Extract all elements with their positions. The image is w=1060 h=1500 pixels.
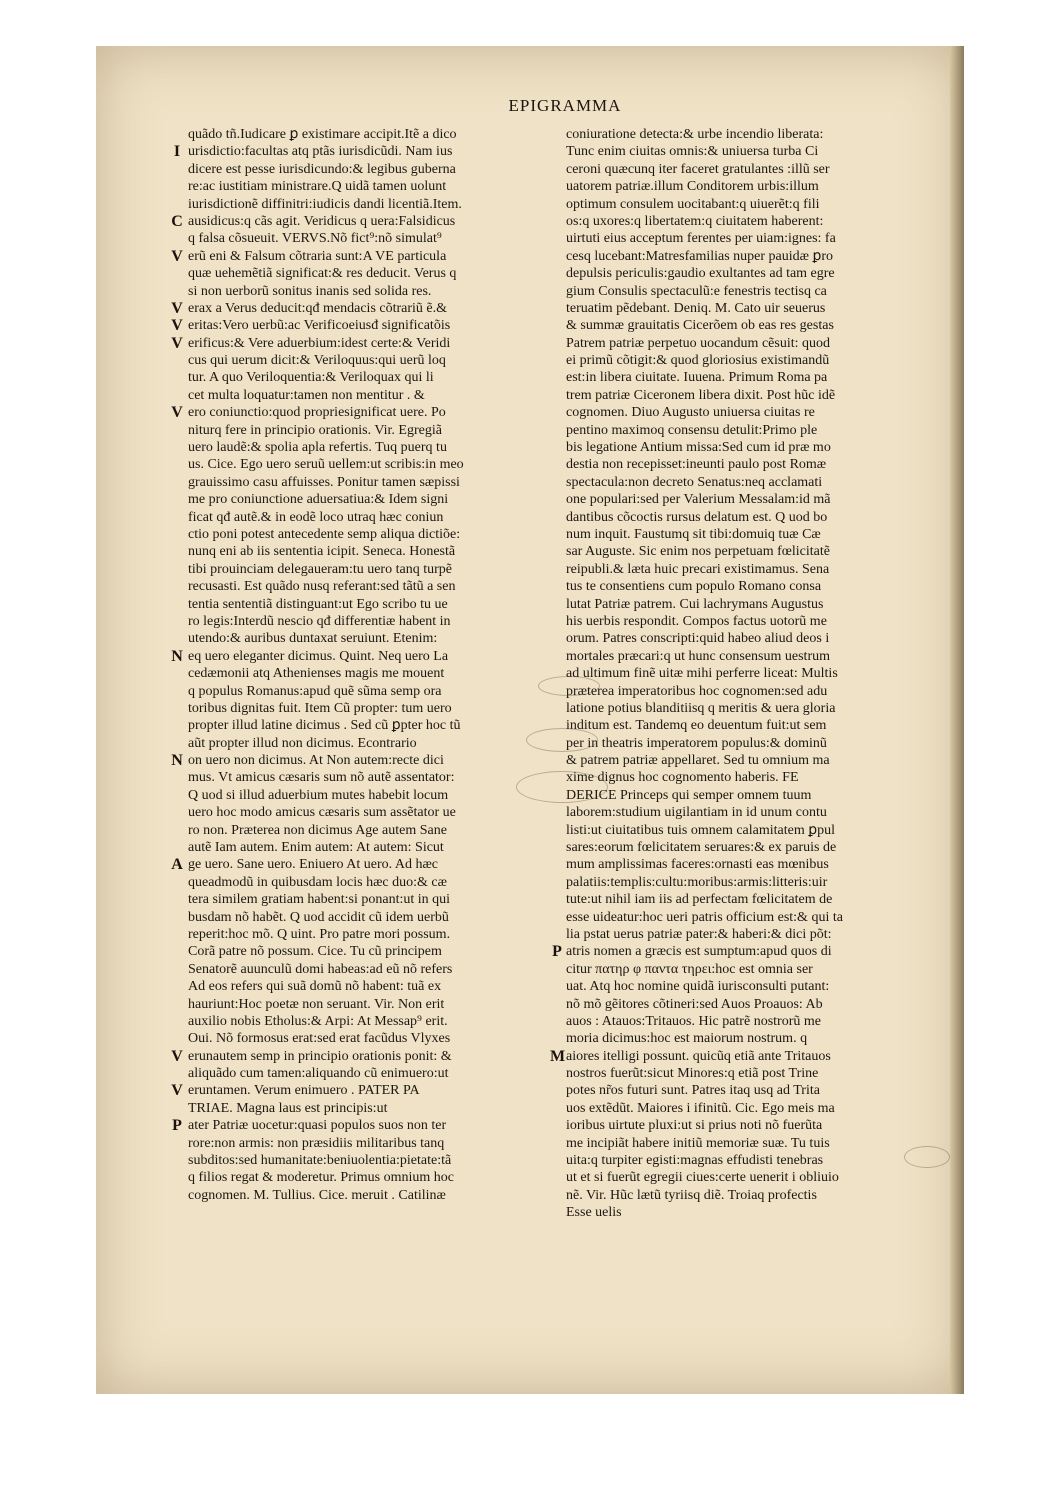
line-text: tibi prouinciam delegaueram:tu uero tanq turpẽ — [188, 561, 452, 577]
text-line — [172, 1117, 540, 1135]
text-line — [188, 735, 540, 752]
text-line — [566, 526, 918, 543]
line-text: TRIAE. Magna laus est principis:ut — [188, 1100, 388, 1116]
text-line — [171, 1047, 540, 1065]
line-text: autẽ Iam autem. Enim autem: At autem: Sicut — [188, 840, 444, 856]
line-text: cesq lucebant:Matresfamilias nuper pauidæ ꝑro — [566, 248, 834, 264]
text-line — [566, 161, 918, 178]
text-line — [566, 543, 918, 560]
text-line — [188, 804, 540, 821]
text-line — [171, 299, 540, 317]
line-text: hauriunt:Hoc poetæ non seruant. Vir. Non erit — [188, 996, 445, 1012]
text-line — [566, 352, 918, 369]
line-text: q filios regat & moderetur. Primus omnium hoc — [188, 1170, 454, 1186]
initial-capital: V — [171, 1082, 183, 1100]
line-text: dantibus cõcoctis rursus delatum est. Q uod bo — [566, 509, 828, 525]
text-line — [566, 404, 918, 421]
line-text: iurisdictionẽ diffinitri:iudicis dandi licentiã.Item. — [188, 196, 462, 212]
line-text: propter illud latine dicimus . Sed cũ ꝑpter hoc tũ — [188, 718, 461, 734]
line-text: lia pstat uerus patriæ pater:& haberi:& dici põt: — [566, 926, 832, 942]
text-line — [566, 856, 918, 873]
line-text: auxilio nobis Etholus:& Arpi: At Messap⁹ erit. — [188, 1013, 448, 1029]
text-line — [188, 543, 540, 560]
initial-capital: V — [171, 317, 183, 335]
line-text: erunautem semp in principio orationis ponit: & — [188, 1048, 452, 1064]
text-line — [566, 752, 918, 769]
line-text: ctio poni potest antecedente semp aliqua dictiõe: — [188, 526, 461, 542]
line-text: xime dignus hoc cognomento haberis. FE — [566, 770, 799, 786]
text-line — [566, 909, 918, 926]
line-text: & patrem patriæ appellaret. Sed tu omnium ma — [566, 753, 830, 769]
text-line — [566, 178, 918, 195]
line-text: tute:ut nihil iam iis ad perfectam fœlicitatem de — [566, 892, 833, 908]
text-line — [188, 1013, 540, 1030]
line-text: uero laudẽ:& spolia apla refertis. Tuq puerq tu — [188, 440, 447, 456]
line-text: mortales præcari:q ut hunc consensum uestrum — [566, 648, 830, 664]
line-text: rore:non armis: non præsidiis militaribus tanq — [188, 1135, 445, 1151]
text-line — [171, 317, 540, 335]
line-text: Tunc enim ciuitas omnis:& uniuersa turba Ci — [566, 144, 819, 160]
line-text: citur πατηρ φ παντα τηρει:hoc est omnia ser — [566, 961, 813, 977]
text-line — [188, 196, 540, 213]
text-line — [188, 787, 540, 804]
line-text: optimum consulem uocitabant:q uiuerẽt:q fili — [566, 196, 820, 212]
text-line — [171, 334, 540, 352]
text-line — [566, 143, 918, 160]
line-text: per in theatris imperatorem populus:& dominũ — [566, 735, 827, 751]
line-text: teruatim pẽdebant. Deniq. M. Cato uir seuerus — [566, 300, 826, 316]
line-text: si non uerborũ sonitus inanis sed solida res. — [188, 283, 432, 299]
line-text: Ad eos refers qui suã domũ nõ habent: tuã ex — [188, 979, 442, 995]
line-text: me pro coniunctione aduersatiua:& Idem signi — [188, 492, 449, 508]
text-line — [188, 613, 540, 630]
text-line — [566, 369, 918, 386]
text-line — [566, 300, 918, 317]
text-line — [171, 647, 540, 665]
text-line — [566, 996, 918, 1013]
line-text: cedæmonii atq Athenienses magis me mouent — [188, 666, 445, 682]
initial-capital: C — [171, 212, 183, 230]
initial-capital: V — [171, 334, 183, 352]
text-line — [188, 561, 540, 578]
line-text: tur. A quo Veriloquentia:& Veriloquax qui li — [188, 370, 434, 386]
line-text: us. Cice. Ego uero seruũ uellem:ut scribis:in meo — [188, 457, 464, 473]
text-line — [566, 1100, 918, 1117]
text-line — [171, 1082, 540, 1100]
line-text: uero hoc modo amicus cæsaris sum assẽtator ue — [188, 805, 456, 821]
text-line — [188, 439, 540, 456]
text-line — [566, 596, 918, 613]
line-text: ioribus uirtute pluxi:ut si prius noti nõ fuerũta — [566, 1118, 823, 1134]
line-text: utendo:& auribus duntaxat seruiunt. Etenim: — [188, 631, 438, 647]
initial-capital: P — [552, 943, 562, 961]
text-line — [188, 683, 540, 700]
line-text: Corã patre nõ possum. Cice. Tu cũ principem — [188, 944, 442, 960]
text-line — [188, 369, 540, 386]
text-line — [188, 352, 540, 369]
line-text: coniuratione detecta:& urbe incendio liberata: — [566, 127, 824, 142]
page-scan — [96, 46, 964, 1394]
text-line — [188, 926, 540, 943]
text-line — [188, 474, 540, 491]
text-line — [566, 230, 918, 247]
text-line — [171, 856, 540, 874]
line-text: one populari:sed per Valerium Messalam:id mã — [566, 492, 831, 508]
text-line — [566, 265, 918, 282]
text-line — [188, 1065, 540, 1082]
line-text: ficat qđ autẽ.& in eodẽ loco utraq hæc coniun — [188, 509, 444, 525]
text-line — [188, 909, 540, 926]
text-line — [188, 126, 540, 143]
text-line — [566, 735, 918, 752]
line-text: trem patriæ Ciceronem libera dixit. Post hũc idẽ — [566, 387, 836, 403]
text-line — [566, 248, 918, 265]
line-text: q populus Romanus:apud quẽ sũma semp ora — [188, 683, 442, 699]
text-line — [188, 230, 540, 247]
line-text: uos extẽdũt. Maiores i ifinitũ. Cic. Ego meis ma — [566, 1100, 835, 1116]
line-text: q falsa cõsueuit. VERVS.Nõ fict⁹:nõ simulat⁹ — [188, 231, 442, 247]
line-text: potes nr̃os futuri sunt. Patres itaq usq ad Trita — [566, 1083, 820, 1099]
initial-capital: N — [171, 647, 183, 665]
line-text: erificus:& Vere aduerbium:idest certe:& Veridi — [188, 335, 451, 351]
text-line — [566, 213, 918, 230]
right-text-column — [550, 126, 918, 1222]
line-text: eruntamen. Verum enimuero . PATER PA — [188, 1083, 420, 1099]
line-text: dicere est pesse iurisdicundo:& legibus guberna — [188, 161, 456, 177]
line-text: ad ultimum finẽ uitæ mihi perferre liceat: Multis — [566, 666, 838, 682]
text-line — [566, 717, 918, 734]
line-text: Esse uelis — [566, 1205, 622, 1221]
line-text: cet multa loquatur:tamen non mentitur . & — [188, 387, 425, 403]
text-line — [566, 1152, 918, 1169]
line-text: quãdo tñ.Iudicare ꝑ existimare accipit.Itẽ a dico — [188, 127, 457, 142]
text-line — [188, 717, 540, 734]
text-line — [566, 839, 918, 856]
text-line — [566, 1030, 918, 1047]
text-line — [566, 648, 918, 665]
line-text: esse uideatur:hoc ueri patris officium est:& qui ta — [566, 909, 843, 925]
text-line — [188, 996, 540, 1013]
line-text: listi:ut ciuitatibus tuis omnem calamitatem ꝑpul — [566, 822, 836, 838]
line-text: DERICE Princeps qui semper omnem tuum — [566, 787, 812, 803]
text-line — [566, 1082, 918, 1099]
text-line — [188, 839, 540, 856]
line-text: quæ uehemẽtiã significat:& res deducit. Verus q — [188, 266, 457, 282]
text-line — [173, 143, 540, 161]
line-text: reperit:hoc mõ. Q uint. Pro patre mori possum. — [188, 926, 451, 942]
page-edge-shadow — [950, 46, 964, 1394]
text-line — [566, 283, 918, 300]
text-line — [188, 422, 540, 439]
text-line — [188, 509, 540, 526]
text-line — [566, 422, 918, 439]
line-text: spectacula:non decreto Senatus:neq acclamati — [566, 474, 823, 490]
line-text: re:ac iustitiam ministrare.Q uidã tamen uolunt — [188, 179, 447, 195]
text-line — [566, 683, 918, 700]
line-text: busdam nõ habẽt. Q uod accidit cũ idem uerbũ — [188, 909, 449, 925]
line-text: atris nomen a græcis est sumptum:apud quos di — [566, 944, 832, 960]
line-text: moria dicimus:hoc est maiorum nostrum. q — [566, 1031, 808, 1047]
line-text: aiores itelligi possunt. quicũq etiã ante Tritauos — [566, 1048, 831, 1064]
text-line — [188, 1030, 540, 1047]
text-line — [566, 578, 918, 595]
running-head: EPIGRAMMA — [508, 96, 622, 115]
line-text: eq uero eleganter dicimus. Quint. Neq uero La — [188, 648, 449, 664]
line-text: sar Auguste. Sic enim nos perpetuam fœlicitatẽ — [566, 544, 830, 560]
text-line — [188, 456, 540, 473]
text-line — [188, 178, 540, 195]
initial-capital: V — [171, 1047, 183, 1065]
text-line — [566, 335, 918, 352]
text-line — [566, 1117, 918, 1134]
text-line — [188, 822, 540, 839]
line-text: ro non. Præterea non dicimus Age autem Sane — [188, 822, 447, 838]
line-text: toribus dignitas fuit. Item Cũ propter: tum uero — [188, 700, 452, 716]
line-text: ge uero. Sane uero. Eniuero At uero. Ad hæc — [188, 857, 438, 873]
line-text: tentia sententiã distinguant:ut Ego scribo tu ue — [188, 596, 448, 612]
line-text: queadmodũ in quibusdam locis hæc duo:& cæ — [188, 874, 447, 890]
text-line — [566, 387, 918, 404]
text-line — [566, 822, 918, 839]
line-text: gium Consulis spectaculũ:e fenestris tectisq ca — [566, 283, 827, 299]
line-text: niturq fere in principio orationis. Vir. Egregiã — [188, 422, 442, 438]
text-line — [171, 247, 540, 265]
text-line — [566, 787, 918, 804]
text-line — [566, 769, 918, 786]
text-line — [566, 1135, 918, 1152]
text-line — [566, 804, 918, 821]
initial-capital: I — [173, 143, 181, 161]
line-text: præterea imperatoribus hoc cognomen:sed adu — [566, 683, 828, 699]
line-text: cus qui uerum dicit:& Veriloquus:qui uerũ loq — [188, 353, 446, 369]
text-line — [188, 891, 540, 908]
text-line — [188, 943, 540, 960]
line-text: his uerbis respondit. Compos factus uotorũ me — [566, 613, 827, 629]
text-line — [552, 943, 918, 961]
text-line — [566, 1169, 918, 1186]
line-text: ro legis:Interdũ nescio qđ differentiæ habent in — [188, 613, 451, 629]
text-line — [188, 161, 540, 178]
text-line — [188, 874, 540, 891]
text-line — [566, 700, 918, 717]
text-line — [566, 874, 918, 891]
line-text: me incipiãt habere initiũ memoriæ suæ. Tu tuis — [566, 1135, 830, 1151]
line-text: palatiis:templis:cultu:moribus:armis:litteris:uir — [566, 874, 828, 890]
text-line — [550, 1047, 918, 1065]
line-text: mum amplissimas faceres:ornasti eas mœnibus — [566, 857, 829, 873]
text-line — [188, 1169, 540, 1186]
text-line — [188, 578, 540, 595]
text-line — [566, 126, 918, 143]
line-text: ceroni quæcunq iter faceret gratulantes :illũ ser — [566, 161, 830, 177]
line-text: ero coniunctio:quod propriesignificat uere. Po — [188, 405, 446, 421]
text-line — [566, 509, 918, 526]
line-text: erũ eni & Falsum cõtraria sunt:A VE particula — [188, 248, 447, 264]
line-text: nunq eni ab iis sententia icipit. Seneca. Honestã — [188, 544, 456, 560]
text-line — [566, 891, 918, 908]
line-text: aliquãdo cum tamen:aliquando cũ enimuero:ut — [188, 1066, 449, 1082]
line-text: ausidicus:q cãs agit. Veridicus q uera:Falsidicus — [188, 213, 456, 229]
text-line — [566, 1187, 918, 1204]
line-text: orum. Patres conscripti:quid habeo aliud deos i — [566, 631, 830, 647]
text-line — [188, 978, 540, 995]
line-text: lutat Patriæ patrem. Cui lachrymans Augustus — [566, 596, 824, 612]
line-text: tus te consentiens cum populo Romano consa — [566, 579, 822, 595]
text-line — [566, 1065, 918, 1082]
text-line — [566, 456, 918, 473]
text-line — [171, 752, 540, 770]
text-line — [171, 404, 540, 422]
line-text: eritas:Vero uerbũ:ac Verificoeiusđ significatõis — [188, 318, 451, 334]
initial-capital: N — [171, 752, 183, 770]
text-line — [171, 212, 540, 230]
left-text-column — [171, 126, 540, 1204]
line-text: ei primũ cõtigit:& quod gloriosius existimandũ — [566, 353, 830, 369]
text-line — [566, 439, 918, 456]
line-text: Patrem patriæ perpetuo uocandum cẽsuit: quod — [566, 335, 830, 351]
text-line — [188, 630, 540, 647]
text-line — [188, 596, 540, 613]
text-line — [566, 926, 918, 943]
initial-capital: V — [171, 404, 183, 422]
text-line — [566, 317, 918, 334]
text-line — [566, 561, 918, 578]
line-text: & summæ grauitatis Cicerõem ob eas res gestas — [566, 318, 834, 334]
line-text: est:in libera ciuitate. Iuuena. Primum Roma pa — [566, 370, 828, 386]
line-text: Senatorẽ auunculũ domi habeas:ad eũ nõ refers — [188, 961, 453, 977]
line-text: depulsis periculis:gaudio exultantes ad tam egre — [566, 266, 835, 282]
line-text: on uero non dicimus. At Non autem:recte dici — [188, 753, 444, 769]
line-text: uat. Atq hoc nomine quidã iurisconsulti putant: — [566, 979, 830, 995]
line-text: aũt propter illud non dicimus. Econtrario — [188, 735, 417, 751]
line-text: auos : Atauos:Tritauos. Hic patrẽ nostrorũ me — [566, 1013, 821, 1029]
line-text: recusasti. Est quãdo nusq referant:sed tãtũ a sen — [188, 579, 456, 595]
text-line — [188, 526, 540, 543]
line-text: uatorem patriæ.illum Conditorem urbis:illum — [566, 179, 819, 195]
text-line — [566, 961, 918, 978]
line-text: uirtuti eius acceptum ferentes per uiam:ignes: fa — [566, 231, 836, 247]
text-line — [188, 1135, 540, 1152]
line-text: grauissimo casu affuisses. Ponitur tamen sæpissi — [188, 474, 460, 490]
line-text: inditum est. Tandemq eo deuentum fuit:ut sem — [566, 718, 827, 734]
line-text: num inquit. Faustumq sit tibi:domuiq tuæ Cæ — [566, 526, 821, 542]
text-line — [188, 265, 540, 282]
text-line — [566, 978, 918, 995]
text-line — [566, 491, 918, 508]
text-line — [566, 613, 918, 630]
line-text: Q uod si illud aduerbium mutes habebit locum — [188, 787, 449, 803]
line-text: mus. Vt amicus cæsaris sum nõ autẽ assentator: — [188, 770, 455, 786]
text-line — [566, 630, 918, 647]
text-line — [566, 474, 918, 491]
text-line — [566, 1204, 918, 1221]
line-text: pentino maximoq consensu detulit:Primo ple — [566, 422, 818, 438]
line-text: destia non recepisset:ineunti paulo post Romæ — [566, 457, 827, 473]
line-text: bis legatione Antium missa:Sed cum id præ mo — [566, 440, 831, 456]
text-line — [188, 1187, 540, 1204]
text-line — [188, 1100, 540, 1117]
text-line — [188, 961, 540, 978]
text-line — [188, 387, 540, 404]
line-text: cognomen. M. Tullius. Cice. meruit . Catilinæ — [188, 1187, 446, 1203]
initial-capital: V — [171, 247, 183, 265]
line-text: erax a Verus deducit:qđ mendacis cõtrariũ ẽ.& — [188, 300, 448, 316]
line-text: ut et si fuerũt egregii ciues:certe uenerit i obliuio — [566, 1170, 839, 1186]
line-text: sares:eorum fœlicitatem seruares:& ex paruis de — [566, 840, 837, 856]
line-text: tera similem gratiam habent:si ponant:ut in qui — [188, 892, 451, 908]
initial-capital: A — [171, 856, 183, 874]
line-text: nõ mõ gẽitores cõtineri:sed Auos Proauos: Ab — [566, 996, 823, 1012]
text-line — [188, 1152, 540, 1169]
text-line — [566, 1013, 918, 1030]
text-line — [188, 491, 540, 508]
initial-capital: P — [172, 1117, 182, 1135]
line-text: reipubli.& læta huic precari existimamus. Sena — [566, 561, 830, 577]
text-line — [188, 283, 540, 300]
initial-capital: V — [171, 299, 183, 317]
line-text: cognomen. Diuo Augusto uniuersa ciuitas re — [566, 405, 815, 421]
line-text: os:q uxores:q libertatem:q ciuitatem haberent: — [566, 213, 824, 229]
line-text: latione potius blanditiisq q meritis & uera gloria — [566, 700, 836, 716]
text-line — [188, 665, 540, 682]
text-line — [188, 769, 540, 786]
line-text: nostros fuerũt:sicut Minores:q etiã post Trine — [566, 1066, 819, 1082]
initial-capital: M — [550, 1047, 566, 1065]
text-line — [566, 665, 918, 682]
line-text: ater Patriæ uocetur:quasi populos suos non ter — [188, 1118, 447, 1134]
line-text: nẽ. Vir. Hũc lætũ tyriisq diẽ. Troiaq profectis — [566, 1187, 817, 1203]
line-text: laborem:studium uigilantiam in id unum contu — [566, 805, 827, 821]
text-line — [566, 196, 918, 213]
text-line — [188, 700, 540, 717]
line-text: urisdictio:facultas atq ptãs iurisdicũdi. Nam ius — [188, 144, 453, 160]
line-text: Oui. Nõ formosus erat:sed erat facũdus Vlyxes — [188, 1031, 451, 1047]
line-text: uita:q turpiter egisti:magnas effudisti tenebras — [566, 1153, 824, 1169]
line-text: subditos:sed humanitate:beniuolentia:pietate:tã — [188, 1153, 452, 1169]
